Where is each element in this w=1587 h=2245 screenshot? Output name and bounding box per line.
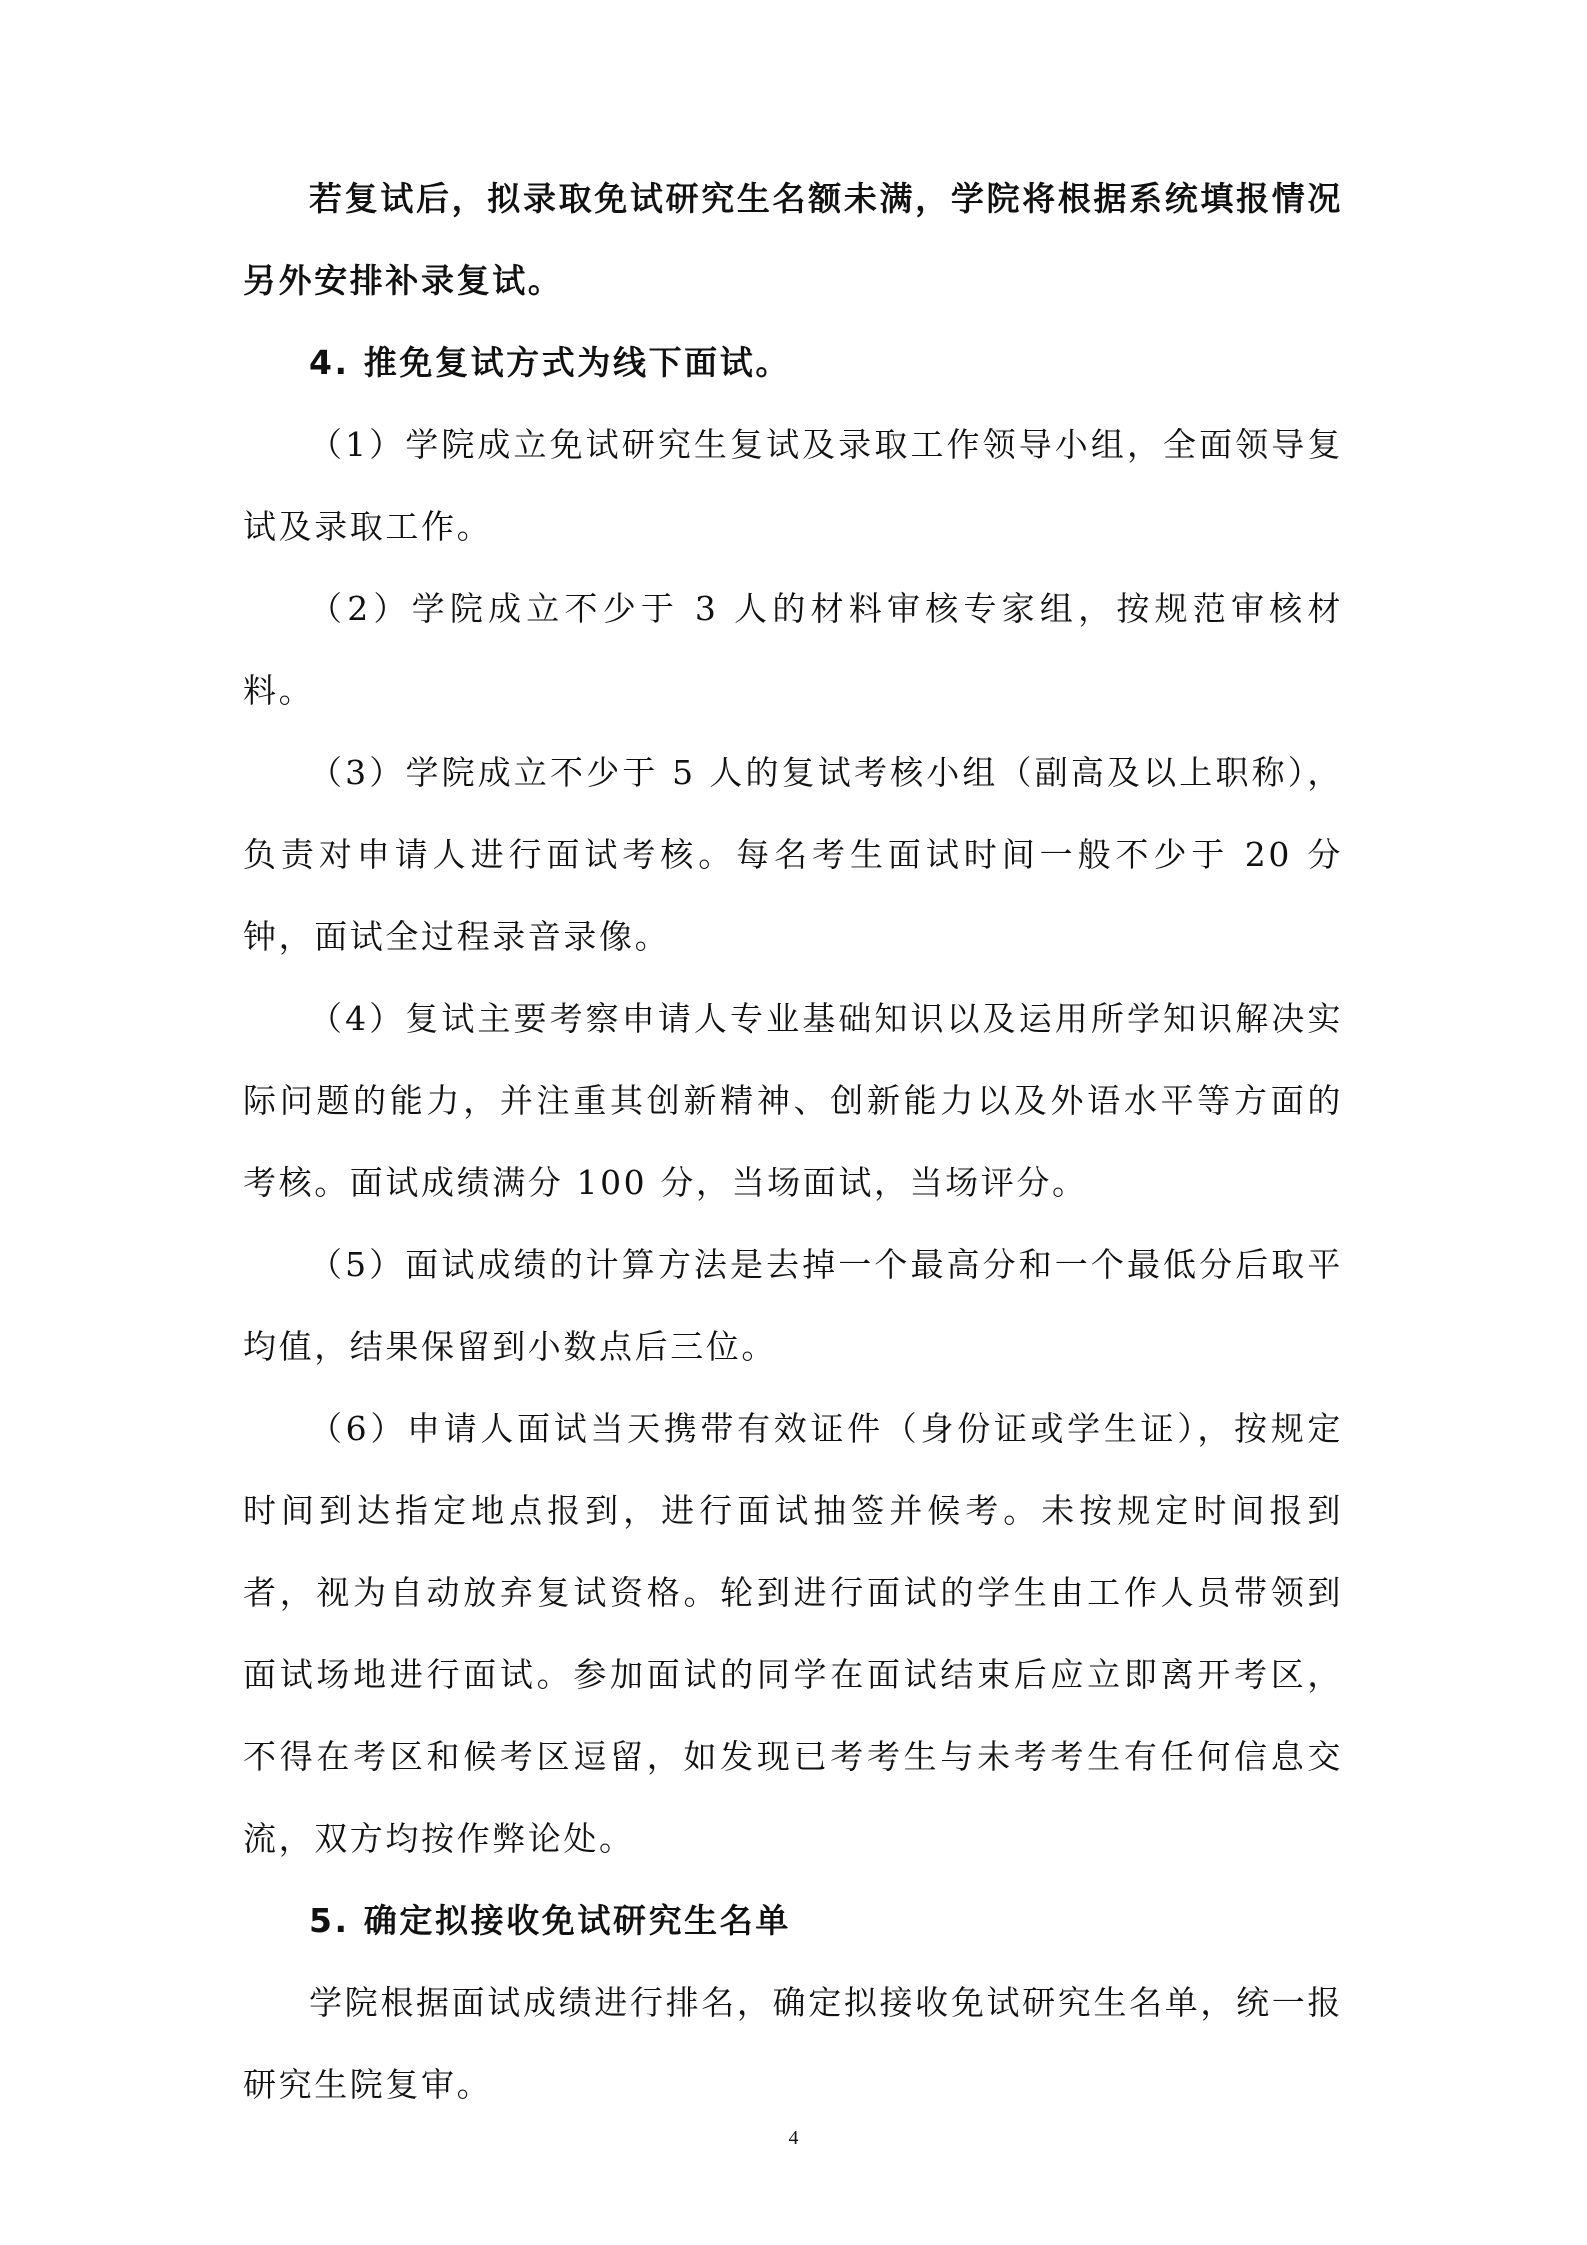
page-number: 4 [788,2127,799,2149]
paragraph-item-4: （4）复试主要考察申请人专业基础知识以及运用所学知识解决实际问题的能力，并注重其创新精神、创新能力以及外语水平等方面的考核。面试成绩满分 100 分，当场面试，当场评分。 [243,999,1343,1202]
paragraph-item-6: （6）申请人面试当天携带有效证件（身份证或学生证），按规定时间到达指定地点报到，进行面试抽签并候考。未按规定时间报到者，视为自动放弃复试资格。轮到进行面试的学生由工作人员带领到面试场地进行面试。参加面试的同学在面试结束后应立即离开考区，不得在考区和候考区逗留，如发现已考考生与未考考生有任何信息交流，双方均按作弊论处。 [243,1409,1343,1858]
document-body [243,158,1343,2126]
heading-retest-method: 4. 推免复试方式为线下面试。 [309,343,791,382]
paragraph-item-5: （5）面试成绩的计算方法是去掉一个最高分和一个最低分后取平均值，结果保留到小数点后三位。 [243,1245,1343,1366]
heading-admission-list: 5. 确定拟接收免试研究生名单 [309,1901,791,1940]
paragraph-item-1: （1）学院成立免试研究生复试及录取工作领导小组，全面领导复试及录取工作。 [243,425,1343,546]
paragraph-item-2: （2）学院成立不少于 3 人的材料审核专家组，按规范审核材料。 [243,589,1343,710]
paragraph-admission-list: 学院根据面试成绩进行排名，确定拟接收免试研究生名单，统一报研究生院复审。 [243,1983,1343,2104]
paragraph-supplementary-retest: 若复试后，拟录取免试研究生名额未满，学院将根据系统填报情况另外安排补录复试。 [243,179,1343,300]
paragraph-item-3: （3）学院成立不少于 5 人的复试考核小组（副高及以上职称），负责对申请人进行面试考核。每名考生面试时间一般不少于 20 分钟，面试全过程录音录像。 [243,753,1343,956]
